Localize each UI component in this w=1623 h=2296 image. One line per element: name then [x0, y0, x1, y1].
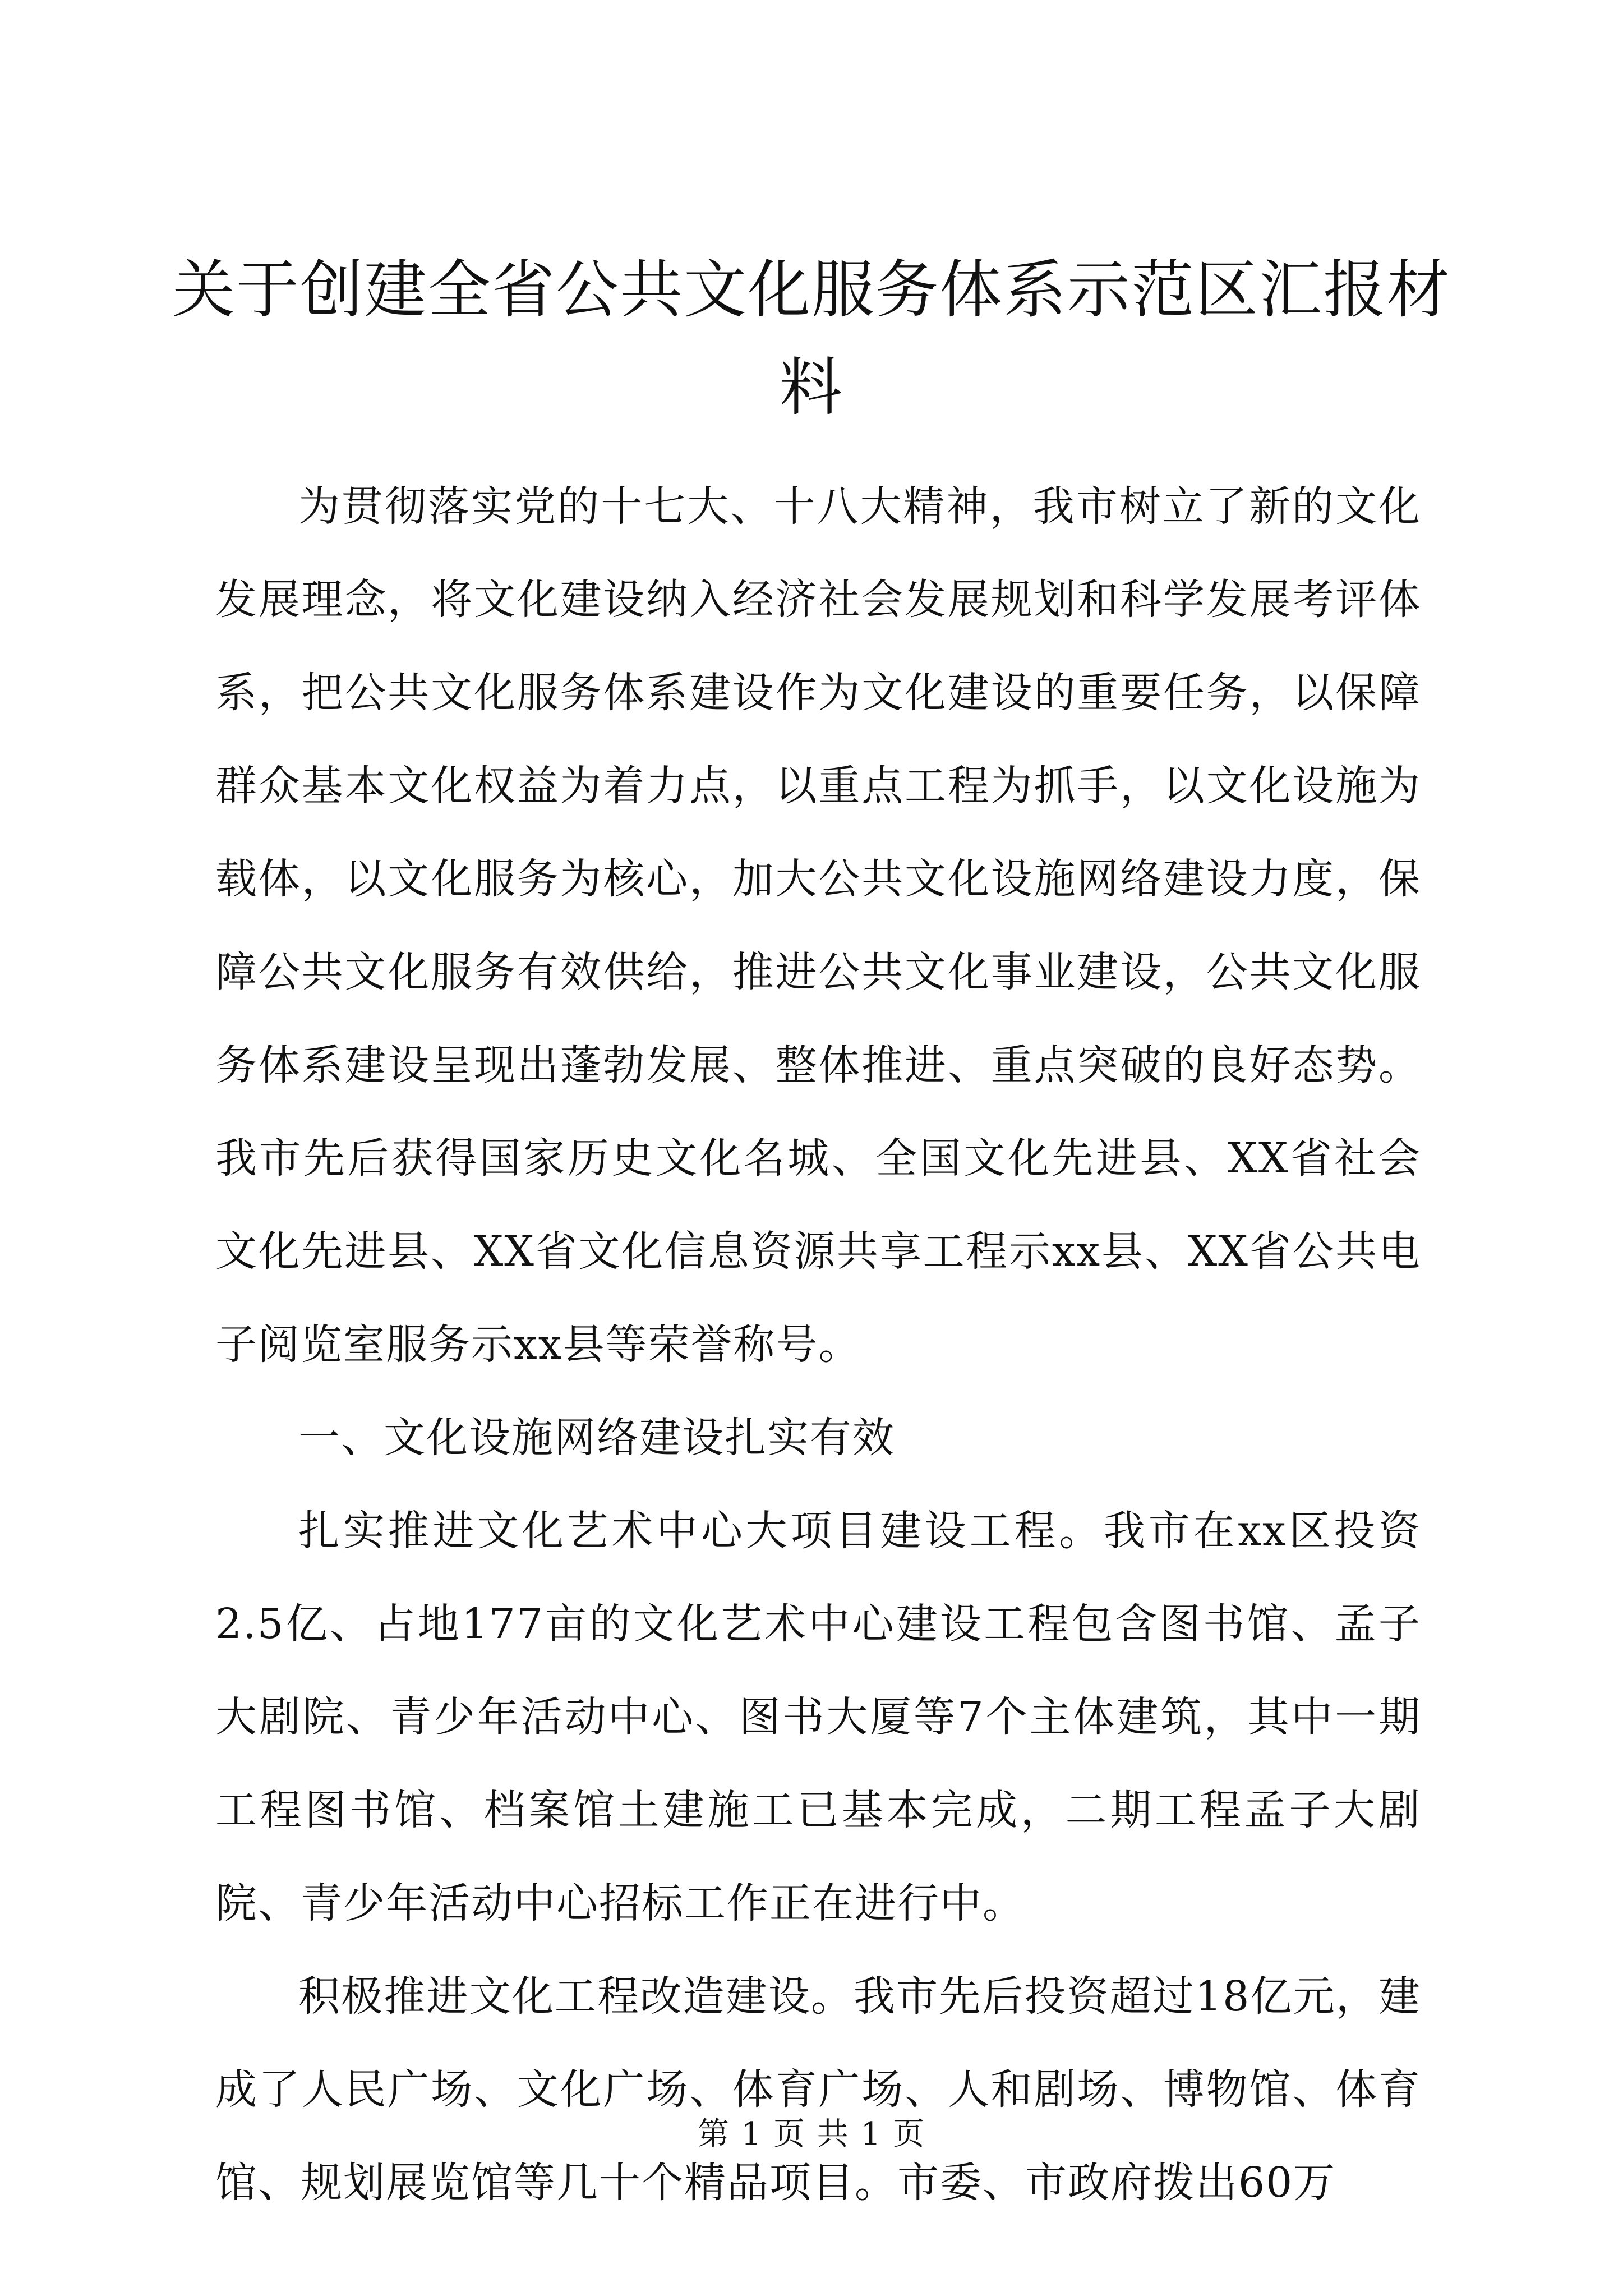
- document-title: 关于创建全省公共文化服务体系示范区汇报材料: [172, 254, 1451, 424]
- document-body: [215, 460, 1421, 2229]
- paragraph-renovation: 积极推进文化工程改造建设。我市先后投资超过18亿元，建成了人民广场、文化广场、体育广场、人和剧场、博物馆、体育馆、规划展览馆等几十个精品项目。市委、市政府拨出60万: [215, 1972, 1421, 2207]
- section-heading-1: 一、文化设施网络建设扎实有效: [298, 1414, 895, 1462]
- paragraph-culture-center: 扎实推进文化艺术中心大项目建设工程。我市在xx区投资2.5亿、占地177亩的文化艺术中心建设工程包含图书馆、孟子大剧院、青少年活动中心、图书大厦等7个主体建筑，其中一期工程图书馆、档案馆土建施工已基本完成，二期工程孟子大剧院、青少年活动中心招标工作正在进行中。: [215, 1507, 1421, 1927]
- paragraph-intro: 为贯彻落实党的十七大、十八大精神，我市树立了新的文化发展理念，将文化建设纳入经济社会发展规划和科学发展考评体系，把公共文化服务体系建设作为文化建设的重要任务，以保障群众基本文化权益为着力点，以重点工程为抓手，以文化设施为载体，以文化服务为核心，加大公共文化设施网络建设力度，保障公共文化服务有效供给，推进公共文化事业建设，公共文化服务体系建设呈现出蓬勃发展、整体推进、重点突破的良好态势。我市先后获得国家历史文化名城、全国文化先进县、XX省社会文化先进县、XX省文化信息资源共享工程示xx县、XX省公共电子阅览室服务示xx县等荣誉称号。: [215, 482, 1421, 1369]
- page-footer: 第 1 页 共 1 页: [697, 2116, 926, 2152]
